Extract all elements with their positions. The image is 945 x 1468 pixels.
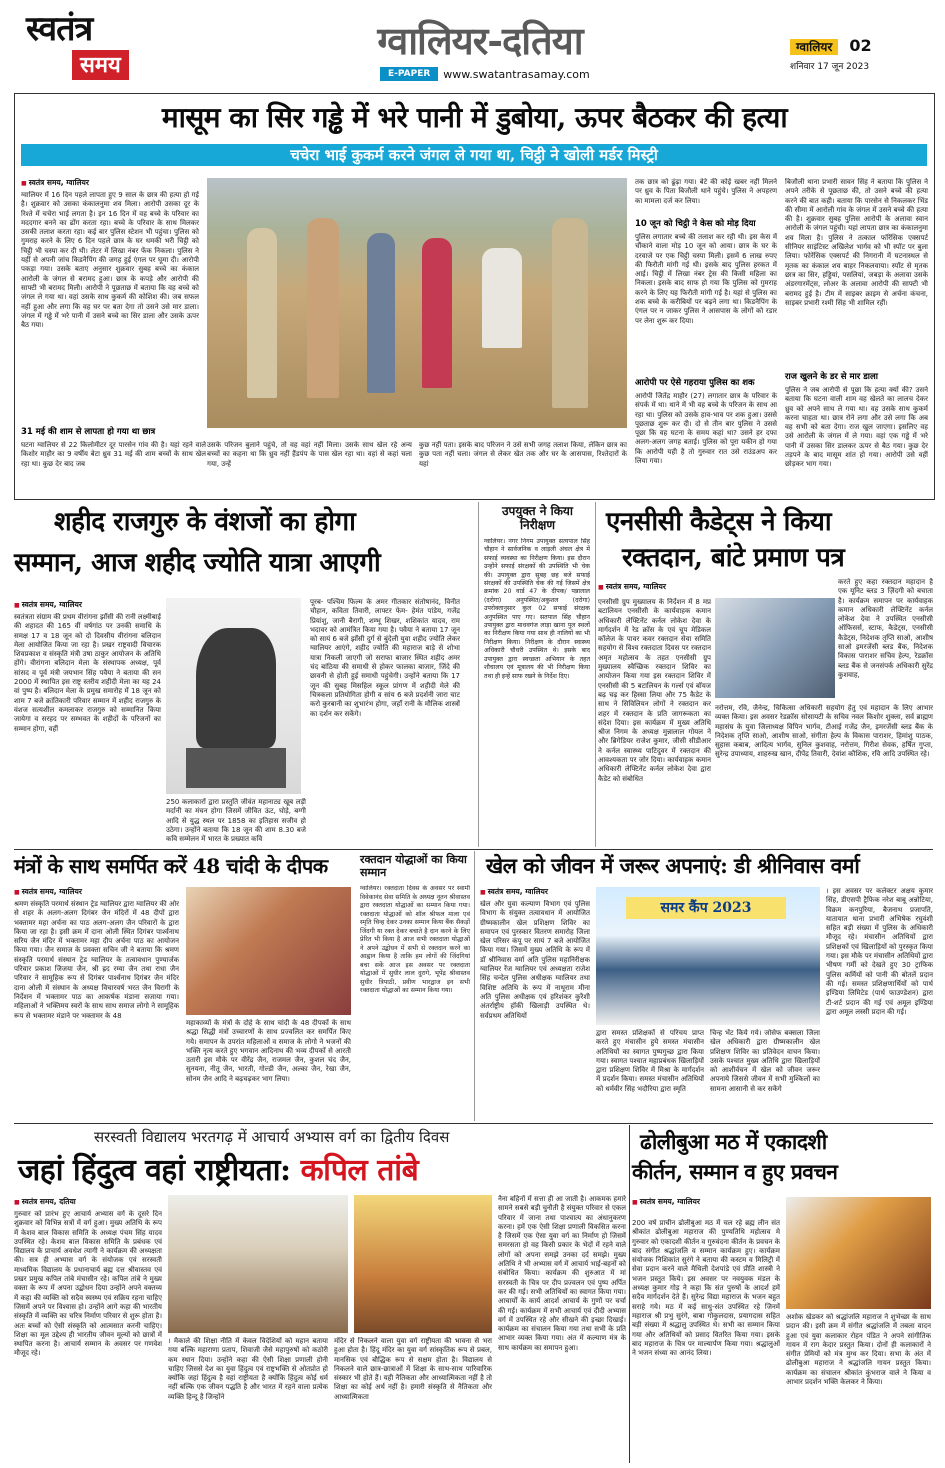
photo-figure	[482, 248, 522, 348]
ncc-col3: नरोत्तम, रवि, जैनेन्द्र, चिकित्सा अधिकारी सहयोग हेतु एवं महादान के लिए आभार व्यक्त किया। इस अवसर रेडक्रॉस सोसायटी के सचिव नवल किशोर शुक्ला, सर्व ब्राह्मण महासंघ के युवा जिलाध्यक्ष विपिन भार्गव, टीआई गजेंद्र जैन, इमरजेंसी ब्लड बैंक के निदेशक तृप्ति साओ, आशीष साओ, संगीता हेल्प के विकास पाराशर, हिमांशु पाठक, सुहास कबाब, आदित्य भार्गव, सुनिल कुशवाह, नरोत्तम, गिरीश सेवक, हर्षित गुप्ता, सुरेन्द्र उपाध्याय, शाहरुख खान, दीपेंद्र तिवारी, देवांश कौशिक, रवि आदि उपस्थित रहे।	[715, 704, 933, 759]
mantra-byline: ■ स्वतंत्र समय, ग्वालियर	[14, 887, 82, 897]
saraswati-headline-black: जहां हिंदुत्व वहां राष्ट्रीयता:	[18, 1153, 291, 1188]
page-number: 02	[849, 36, 872, 55]
saraswati-col1: गुरुवार को प्रारंभ हुए आचार्य अभ्यास वर्ग के दूसरे दिन शुक्रवार को विभिन्न सत्रों में वर्ग हुआ। मुख्य अतिथि के रूप में केशव बाल विकास समिति के अध्यक्ष पंचम सिंह यादव उपस्थित रहे। केशव बाल विकास समिति के प्रबंधक एवं विद्यालय के प्राचार्य अवधेश त्यागी ने कार्यक्रम की अध्यक्षता की। सत्र ही अभ्यास वर्ग के संयोजक एवं सरस्वती माध्यमिक विद्यालय के प्रधानाचार्य ब्रह्म दत्त श्रीवास्तव एवं प्रखर प्रमुख कपिल तांबे मंचासीन रहे। कपिल तांबे ने मुख्य वक्ता के रूप में अपना उद्बोधन दिया उन्होंने अपने वक्तव्य में कहा की व्यक्ति को सदैव स्वस्थ्य एवं सक्रिय रहना चाहिए जिसमें अपने पर विश्वास हो। उन्होंने आगे कहा की भारतीय संस्कृति में व्यक्ति का चरित्र निर्माण परिवार से शुरू होता है। अतः बच्चों को ऐसी संस्कृति को आत्मसात करनी चाहिए। शिक्षा का मूल उद्देश्य ही भारतीय जीवन मूल्यों को छात्रों में स्थापित करना है। आचार्य सम्मान के अवसर पर गणवेश मौजूद रहे।	[14, 1210, 162, 1358]
raktdata-headline: रक्तदान योद्धाओं का किया सम्मान	[360, 853, 467, 879]
ncc-col2: करते हुए कहा रक्तदान महादान है एक यूनिट ब्लड 3 ज़िंदगी को बचाता है। कार्यक्रम समापन पर कार्यवाहक कमान अधिकारी लेफ्टिनेंट कर्नल लोकेश देवा ने उपस्थित एनसीसी ऑफिसर्स, स्टाफ, कैडेट्स, एनसीसी कैडेट्स, निदेशक तृप्ति साओ, आशीष साओ इमरजेंसी ब्लड बैंक, निदेशक विकास पाराशर सचिव हेल्प, रेडक्रॉस ब्लड बैंक से जनसंपर्क अधिकारी सुरेंद्र कुशवाह,	[838, 578, 933, 679]
rajguru-byline: ■ स्वतंत्र समय, ग्वालियर	[14, 600, 82, 610]
rajguru-headline-1: शहीद राजगुरु के वंशजों का होगा	[54, 507, 356, 537]
saraswati-col4: नैना बहिनों में सत्ता ही आ जाती है। आकमक हमारे सामने सबसे बड़ी चुनौती है संयुक्त परिवार से एकल परिवार में जाना तथा पाश्चात्य का अंधानुकरण करना। हमें एक ऐसी शिक्षा प्रणाली विकसित करना है जिसमें एक ऐसा युवा वर्ग का निर्माण हो जिसमें समरसता हो वह किसी प्रकार के भेदों में रहने वाले लोगों को अपना समझे उनका दर्द समझे। मुख्य अतिथि ने भी अभ्यास वर्ग में आचार्य भाई-बहनों को संबोधित किया। कार्यक्रम की शुरुआत में मां सरस्वती के चित्र पर दीप प्रज्वलन एवं पुष्प अर्पित कर की गई। सभी अतिथियों का स्वागत किया गया। आचार्यों के कार्य आदर्श आचार्य के गुणों पर चर्चा की गई। कार्यक्रम में सभी आचार्य एवं दीदी अभ्यास वर्ग में उपस्थित रहे और सीखने की इच्छा दिखाई। कार्यक्रम का संचालन किया गया तथा सभी के प्रति आभार व्यक्त किया गया। अंत में कल्याण मंत्र के साथ कार्यक्रम का समापन हुआ।	[498, 1195, 626, 1352]
photo-figure	[552, 218, 588, 408]
mantra-story	[14, 851, 354, 1121]
lead-headline: मासूम का सिर गड्ढे में भरे पानी में डुबोया, ऊपर बैठकर की हत्या	[161, 101, 788, 134]
saraswati-photo-2	[354, 1195, 492, 1333]
lead-byline: ■ स्वतंत्र समय, ग्वालियर	[21, 178, 89, 188]
dholibua-col1: 200 वर्ष प्राचीन ढोलीबुआ मठ में चल रहे ब्रह्म लीन संत श्रीकांत ढोलीबुआ महाराज की पुण्यतिथि महोत्सव मे गुरुवार को एकादशी कीर्तन व गुरुवंदना कीर्तन के प्रवचन के बाद संगीत श्रद्धांजलि व सम्मान कार्यक्रम हुए। कार्यक्रम संयोजक निशिकांत सुरंगे ने बताया की कस्टम व मिलिट्री में सेवा प्रदान करने वाले मैथिली देशपांडे एवं प्रीति शास्त्री ने भजन प्रस्तुत किये। इस अवसर पर नवयुवक मंडल के अध्यक्ष कुमार गोड़ ने कहा कि संत पुरुषों के आदर्श हमें सदैव मार्गदर्शन देते हैं। सुरेन्द्र विद्या महाराज के भजन बहुत सराहे गये। मठ में कई साधु-संत उपस्थित रहे जिनमें महाराज श्री प्रभु सुरंगे, बाबा गोकुलदास, प्रयागदास सहित बड़ी संख्या में श्रद्धालु उपस्थित थे। सभी का सम्मान किया गया और अतिथियों को प्रसाद वितरित किया गया। इसके बाद महाराज के चित्र पर माल्यार्पण किया गया। श्रद्धालुओं ने भजन संध्या का आनंद लिया।	[632, 1219, 780, 1358]
dholibua-photo	[786, 1197, 931, 1309]
page-info	[790, 36, 930, 72]
khel-headline: खेल को जीवन में जरूर अपनाएं: डी श्रीनिवास वर्मा	[486, 853, 860, 878]
ncc-headline-1: एनसीसी कैडेट्स ने किया	[606, 507, 832, 537]
khel-photo	[596, 887, 820, 1025]
lead-sub4: राज खुलने के डर से मार डाला	[785, 372, 878, 382]
ncc-byline: ■ स्वतंत्र समय, ग्वालियर	[598, 582, 666, 592]
saraswati-headline	[18, 1151, 418, 1191]
dholibua-byline: ■ स्वतंत्र समय, ग्वालियर	[632, 1197, 700, 1207]
lead-strap-text: चचेरा भाई कुकर्म करने जंगल ले गया था, चिट्ठी ने खोली मर्डर मिस्ट्री	[290, 146, 658, 164]
logo-bottom: समय	[72, 50, 129, 80]
dholibua-story	[632, 1125, 933, 1463]
saraswati-byline: ■ स्वतंत्र समय, दतिया	[14, 1197, 76, 1207]
photo-figure	[307, 218, 339, 398]
lead-col5: बिजौली थाना प्रभारी सावन सिंह ने बताया कि पुलिस ने अपने तरीके से पूछताछ की, तो उसने बच्चे की हत्या करने की बात कही। बताया कि पारसेन से निकलकर भिंड की सीमा में आरोली गांव के जंगल में उसने बच्चे की हत्या की है। शुक्रवार सुबह पुलिस आरोपी के अलावा स्वान आरोली के जंगल पहुंची। यहां लापता छात्र का कंकालनुमा शव मिला है। पुलिस ने तत्काल फॉरेंसिक एक्सपर्ट सीनियर साइंटिस्ट अखिलेश भार्गव को भी स्पॉट पर बुला लिया। फोरेंसिक एक्सपर्ट की निगरानी में घटनास्थल से मृतक का कंकाल शव बाहर निकलवाया। स्पॉट से मृतक छात्र का सिर, हड्डियां, पसलियां, जबड़ा के अलावा उसके अंडरगारमेंट्स, लोअर के अलावा आरोपी की साफ्टी भी बरामद हुई है। टीम में साइबर क्राइम से अर्चना कंचना, साइबर प्रभारी रश्मी सिंह भी शामिल रहीं।	[785, 178, 928, 307]
masthead	[0, 0, 945, 90]
rajguru-story	[14, 502, 474, 847]
lead-col3b: कुछ नहीं पता। इसके बाद परिजन ने उसे सभी जगह तलाश किया, लेकिन छात्र का कुछ पता नहीं चला। जंगल से लेकर खेत तक और घर के आसपास, रिश्तेदारों के यहां	[419, 441, 627, 468]
saraswati-story	[14, 1125, 626, 1463]
lead-col5b: पुलिस ने जब आरोपी से पूछा कि हत्या क्यों की? उसने बताया कि घटना वाली शाम वह खेलते का लालच देकर ध्रुव को अपने साथ ले गया था। वह उसके साथ कुकर्म करना चाहता था। छात्र रोने लगा और उसे लगा कि अब वह सभी को बता देगा। राज खुल जाएगा। इसलिए वह उसे आरोली के जंगल में ले गया। वहां एक गड्ढे में भरे पानी में उसका सिर डालकर ऊपर से बैठ गया। कुछ देर तड़पने के बाद मासूम शांत हो गया। आरोपी उसे वहीं छोड़कर भाग गया।	[785, 386, 928, 469]
khel-col4: । इस अवसर पर कलेक्टर अक्षय कुमार सिंह, डीएसपी ट्रैफिक नरेश बाबू अन्नोटिया, विक्रम कनपुरिया, बैजनाथ प्रजापति, यातायात थाना प्रभारी अभिषेक रघुवंशी सहित बड़ी संख्या में पुलिस के अधिकारी मौजूद रहे। मंचासीन अतिथियों द्वारा प्रशिक्षकों एवं खिलाड़ियों को पुरस्कृत किया गया। इस मौके पर मंचासीन अतिथियों द्वारा भीषण गर्मी को देखते हुए 30 ट्राफिक पुलिस कर्मियों को पानी की बोतलें प्रदान की गई। समस्त प्रशिक्षणार्थियों को पार्थ इण्डिया लिमिटेड (पार्थ फाउण्डेशन) द्वारा टी-शर्ट प्रदान की गई एवं अमूल इण्डिया द्वारा अमूल लस्सी प्रदान की गई।	[826, 887, 933, 1016]
camp-banner: समर कैंप 2023	[626, 897, 786, 919]
lead-sub1: 31 मई की शाम से लापता हो गया था छात्र	[21, 427, 156, 437]
saraswati-kicker: सरस्वती विद्यालय भरतगढ़ में आचार्य अभ्यास वर्ग का द्वितीय दिवस	[94, 1128, 450, 1146]
lead-col4: तक छात्र को ढूंढ़ा गया। बेटे की कोई खबर नहीं मिलने पर ध्रुव के पिता बिजौली थाने पहुंचे। पुलिस ने अपहरण का मामला दर्ज कर लिया।	[635, 178, 777, 205]
lead-col2b: उसके परिजन बुलाने पहुंचे, तो वह वहां नहीं मिला। उसके साथ खेल रहे अन्य बच्चों का कहना था कि ध्रुव नहीं हैंडपंप के पास खेल रहा था। वहां से कहां चला गया, उन्हें	[207, 441, 412, 468]
saraswati-col2: । मैकाले की शिक्षा नीति में केवल विदेशियों को महान बताया गया बल्कि महाराणा प्रताप, शिवाजी जैसे महापुरुषों को कठोरी कम स्थान दिया। उन्होंने कहा की ऐसी शिक्षा प्रणाली होनी चाहिए जिससे देश का युवा हिंदुत्व एवं राष्ट्रभक्ति से ओतप्रोत हो क्योंकि जहां हिंदुत्व है वहां राष्ट्रीयता है क्योंकि हिंदुत्व कोई धर्म नहीं बल्कि एक जीवन पद्धति है और भारत में रहने वाला प्रत्येक व्यक्ति हिन्दू है जिन्होंने	[168, 1337, 328, 1401]
saraswati-col3: मंदिर से निकलने वाला युवा वर्ग राष्ट्रीयता की भावना से भरा हुआ होता है। हिंदू मंदिर का युवा वर्ग सांस्कृतिक रूप से प्रबल, मानसिक एवं बौद्धिक रूप से सक्षम होता है। विद्यालय से निकलने वाले छात्र-छात्राओं में शिक्षा के साथ-साथ पारिवारिक संस्कार भी होते हैं। यही नैतिकता और आध्यात्मिकता नहीं है तो शिक्षा का कोई अर्थ नहीं है। हमारी संस्कृति से नैतिकता और आध्यात्मिकता	[334, 1337, 492, 1401]
upyogita-story	[478, 502, 596, 847]
lead-sub2: 10 जून को चिट्ठी ने केस को मोड़ दिया	[635, 219, 756, 229]
saraswati-photo-1	[168, 1195, 348, 1333]
website-link[interactable]: www.swatantrasamay.com	[443, 67, 590, 81]
mantra-headline: मंत्रों के साथ समर्पित करें 48 चांदी के दीपक	[14, 854, 328, 878]
raktdata-body: ग्वालियर। रक्तदाता दिवस के अवसर पर स्वामी विवेकानंद सेवा समिति के अध्यक्ष नूतन श्रीवास्तव द्वारा रक्तदाता योद्धाओं का सम्मान किया गया। रक्तदाता योद्धाओं को शॉल श्रीफल माला एवं स्मृति चिन्ह देकर उनका सम्मान किया बैंक सैकड़ों जिंदगी या रक्त देकर बचाते है दान करने के लिए प्रेरित भी किया है आज सभी रक्तदाता योद्धाओं ने अपने उद्बोधन में सभी से रक्तदान करने का आह्वान किया है ताकि हम लोगों की जिंदगियां बचा सकें आज इस अवसर पर रक्तदाता योद्धाओं में सुधीर लाल दुरागे, भूपेंद्र श्रीवास्तव सुधीर त्रिपाठी, प्रवीण भारद्वाज इन सभी रक्तदाता योद्धाओं का सम्मान किया गया।	[360, 885, 470, 994]
divider	[14, 849, 933, 850]
rajguru-col1: स्वतंत्रता संग्राम की प्रथम वीरांगना झाँसी की रानी लक्ष्मीबाई की शहादत की 165 वीं वर्षगांठ पर उनकी समाधि के समक्ष 17 व 18 जून को दो दिवसीय वीरांगना बलिदान मेला आयोजित किया जा रहा है। प्रखर राष्ट्रवादी विचारक शिवप्रकाश व संस्कृति मंत्री उषा ठाकुर आयोजन के अतिथि होंगे। वीरांगना बलिदान मेला के संस्थापक अध्यक्ष, पूर्व सांसद व पूर्व मंत्री जयभान सिंह पवैया ने बताया की सन 2000 में स्थापित इस राष्ट्र स्तरीय शहीदी मेला का यह 24 वां पुष्प है। बलिदान मेला के प्रमुख समारोह में 18 जून को शाम 7 बजे क्रांतिकारी परिवार सम्मान में शहीद राजगुरु के वंशज सत्यशील कमलाकर राजगुरु को सम्मानित किया जायेगा व सरहद पर सम्भवत के शहीदों के परिजनों का सम्मान होगा, वहीं	[14, 613, 161, 733]
ncc-photo	[715, 598, 835, 698]
photo-figure	[422, 238, 452, 388]
upyogita-headline: उपयुक्त ने किया निरीक्षण	[501, 504, 574, 532]
dholibua-headline-2: कीर्तन, सम्मान व हुए प्रवचन	[632, 1159, 838, 1184]
epaper-label: E-PAPER	[380, 67, 438, 81]
statue-shape	[196, 628, 276, 748]
statue-base	[186, 748, 286, 788]
rajguru-col2: पूरब- पश्चिम फिल्म के अमर गीतकार संतोषानंद, विनीत चौहान, कविता तिवारी, लाफ्टर फेम- हेमंत पांडेय, गजेंद्र प्रियांशु, जानी बैरागी, शम्भू शिखर, शशिकांत यादव, राम भदावर को आमंत्रित किया गया है। पवैया ने बताया 17 जून को सायं 6 बजे झाँसी दुर्ग से बुंदेली युवा शहीद ज्योति लेकर ग्वालियर आएंगे, शहीद ज्योति की महाराज बाड़े से शोभा यात्रा निकली जाएगी जो सराफा बाजार स्थित शहीद अमर चंद बांठिया की समाधी से होकर फालका बाजार, जिंदे की छावनी से होती हुई समाधी पहुंचेगी। उन्होंने बताया कि 17 जून की सुबह मिसहिल स्कूल प्रांगण में शहीदी मेले की चित्रकला प्रतियोगिता होगी व सांय 6 बजे प्रदर्शनी जारा चाट करो कुरबानी का शुभारंभ होगा, जहाँ रानी के मौलिक शास्त्रों का दर्शन कर सकेंगे।	[310, 598, 460, 718]
lead-photo	[207, 178, 627, 428]
lead-strap	[21, 144, 927, 166]
khel-story	[480, 851, 933, 1121]
lead-col4c: आरोपी जितेंद्र माहौर (27) लगातार छात्र के परिवार के संपर्क में था। थाने में भी वह बच्चे के परिजन के साथ आ रहा था। पुलिस को उसके हाव-भाव पर शक हुआ। उससे पूछताछ शुरू कर दी। दो से तीन बार पुलिस ने उससे पूछा कि वह घटना के समय कहां था? उसने हर दफा अलग-अलग जगह बताई। पुलिस को पूरा यकीन हो गया कि आरोपी यही है तो गुरुवार रात उसे राउंडअप कर लिया गया।	[635, 392, 777, 466]
ncc-col1: एनसीसी ग्रुप मुख्यालय के निर्देशन में 8 मप्र बटालियन एनसीसी के कार्यवाहक कमान अधिकारी लेफ्टिनेंट कर्नल लोकेश देवा के मार्गदर्शन में रेड क्रॉस के एवं चूप मेडिकल कॉलेज के पावर कवर रक्तदान सेवा समिति सहयोग से विश्व रक्तदाता दिवस पर रक्तदान अमृत महोत्सव के तहत एनसीसी ग्रुप मुख्यालय स्वैच्छिक रक्तदान शिविर का आयोजन किया गया इस रक्तदान शिविर में एनसीसी की 5 बटालियन के गर्ल्स एवं बॉयज बढ़ चढ़ कर हिस्सा लिया और 75 कैडेट के साथ ने सिविलियन लोगों ने रक्तदान कर शहर में रक्तदान के प्रति जागरूकता का संदेश दिया। इस कार्यक्रम में मुख्य अतिथि श्रीज निगम के अध्यक्ष मुन्नालाल गोयल ने और ब्रिगेडियर राजेश कुमार, जीसी सीडीआर ने कर्नल स्वास्थ्य पाटिदुवर में रक्तदान की आवश्यकता पर जोर दिया। कार्यवाहक कमान अधिकारी लेफ्टिनेंट कर्नल लोकेश देवा द्वारा कैडेट को संबोधित	[598, 598, 711, 783]
khel-col2: द्वारा समस्त प्रशिक्षकों से परिचय प्राप्त करते हुए मंचासीन हुये समस्त मंचासीन अतिथियों का स्वागत पुष्पगुच्छ द्वारा किया गया। स्वागत पश्चात महाप्रबंधक खिलाड़ियों द्वारा प्रशिक्षण शिविर में मिश्रा के मार्गदर्शन में प्रदर्शन किया। समस्त मंचासीन अतिथियों को धर्मवीर सिंह भदौरिया द्वारा स्मृति	[596, 1029, 704, 1093]
rajguru-headline-2: सम्मान, आज शहीद ज्योति यात्रा आएगी	[14, 548, 381, 578]
saraswati-headline-red: कपिल तांबे	[300, 1153, 419, 1188]
ncc-headline-2: रक्तदान, बांटे प्रमाण पत्र	[622, 543, 845, 573]
lead-sub3: आरोपी पर ऐसे गहराया पुलिस का शक	[635, 378, 755, 388]
dholibua-col2: अशोक खेडकर को श्रद्धांजलि महाराज ने शुभेच्छा के साथ प्रदान की। इसी क्रम में संगीत श्रद्धांजलि में तबला वादन हुआ एवं युवा कलाकार रोहन पंडित ने अपने सांगीतिक गायन में राग केदार प्रस्तुत किया। दोनों ही कलाकारों ने संगीत प्रेमियों को मंत्र मुग्ध कर दिया। सभा के अंत में ढोलीबुआ महाराज ने श्रद्धांजलि गायन प्रस्तुत किया। कार्यक्रम का संचालन श्रीकांत कुंभराज वाले ने किया व आभार प्रदर्शन भक्ति केलकर ने किया।	[786, 1313, 931, 1387]
date-line: शनिवार 17 जून 2023	[790, 62, 870, 72]
lead-col1b: घटना ग्वालियर से 22 किलोमीटर दूर पारसेन गांव की है। यहां रहने वाले किशोर माहौर का 9 वर्षीय बेटा ध्रुव 31 मई की शाम बच्चों के साथ खेल रहा था। कुछ देर बाद जब	[21, 441, 206, 468]
khel-byline: ■ स्वतंत्र समय, ग्वालियर	[480, 887, 548, 897]
photo-figure	[247, 228, 277, 398]
statue-photo	[166, 598, 301, 794]
lead-col4b: पुलिस लगातार बच्चे की तलाश कर रही थी। इस केस में चौंकाने वाला मोड़ 10 जून को आया। छात्र के घर के दरवाजे पर एक चिट्ठी चस्पा मिली। इसमें 6 लाख रुपए की फिरौती मांगी गई थी। इसके बाद पुलिस हरकत में आई। चिट्ठी में लिखा नंबर ट्रेस की किसी महिला का निकला। इसके बाद साफ हो गया कि पुलिस को गुमराह करने के लिए यह फिरौती मांगी गई है। यहां से पुलिस का शक बच्चे के करीबियों पर बढ़ने लगा था। किडनैपिंग के एंगल पर न जाकर पुलिस ने आसपास के लोगों को रडार पर लेना शुरू कर दिया।	[635, 233, 777, 325]
divider	[629, 1125, 630, 1463]
rajguru-caption: 250 कलाकारों द्वारा प्रस्तुति जीवंत महानाट्य खूब लड़ी मर्दानी का मंचन होगा जिसमें जीवित ऊंट, घोड़े, बग्गी आदि से युद्ध स्थल पर 1858 का इतिहास सजीव हो उठेगा। उन्होंने बताया कि 18 जून की शाम 8.30 बजे कवि सम्मेलन में भारत के प्रख्यात कवि	[166, 798, 306, 844]
photo-figure	[367, 233, 395, 393]
epaper-strip	[380, 66, 590, 82]
upyogita-body: ग्वालियर। नगर निगम उपायुक्त सत्यपाल सिंह चौहान ने सार्वजनिक व लाड़ली अंचल क्षेत्र में सफाई व्यवस्था का निरीक्षण किया। इस दौरान उन्होंने सफाई संरक्षकों की उपस्थिति भी चेक की। उपायुक्त द्वारा सुबह छह बजे सफाई संरक्षकों की उपस्थिति चेक की गई जिसमें क्षेत्र क्रमांक 20 वार्ड 47 के दीपक/ पन्नालाल (दरोगा) अनुपस्थित/अकुशल (दरोगा) उपरोक्तानुसार कुल 02 सफाई संरक्षक अनुपस्थित पाए गए। सतपाल सिंह चौहान उपायुक्त द्वारा माधवगंज लाड़ा खाना पुल स्थलों का निरीक्षण किया गया साथ ही नालियों का भी निरीक्षण किया। निरीक्षण के दौरान स्वास्थ्य अधिकारी चौधरी उपस्थित थे। इसके बाद उपायुक्त द्वारा स्वच्छता अभियान के तहत शौचालय एवं मूत्रालय की भी निरीक्षण किया तथा ही इन्हें साफ रखने के निर्देश दिए।	[484, 538, 590, 680]
lead-col1: ग्वालियर में 16 दिन पहले लापता हुए 9 साल के छात्र की हत्या हो गई है। शुक्रवार को उसका कंकालनुमा शव मिला। आरोपी उसका दूर के रिश्ते में चचेरा भाई लगता है। इन 16 दिन में वह बच्चे के परिवार का मददगार बनने का ढोंग करता रहा। बच्चे के परिवार के साथ मिलकर उसकी तलाश करता रहा। कई बार पुलिस स्टेशन भी पहुंचा। पुलिस को गुमराह करने के लिए 6 दिन पहले छात्र के घर धमकी भरी चिट्ठी को चिट्ठी भी चस्पा कर दी थी। लेटर में लिखा नंबर फेंक निकला। पुलिस ने यहीं से अपनी जांच किडनैपिंग की जगह हुई एंगल पर घूमा दी। आरोपी पकड़ा गया। उसके बताए अनुसार शुक्रवार सुबह बच्चे का कंकाल आरोली के जंगल से बरामद हुआ। छात्र के कपड़े और आरोपी की साफ्टी भी बरामद मिली। आरोपी ने पूछताछ में बताया कि वह बच्चे को जंगल ले गया था। वहां उसके साथ कुकर्म की कोशिश की। जब सफल नहीं हुआ और लगा कि वह घर पर बता देगा तो उसने उसे मार डाला। जंगल में गड्ढे में भरे पानी में उसने बच्चे का सिर डाला और उसके ऊपर बैठ गया।	[21, 191, 199, 330]
city-label: ग्वालियर	[790, 39, 838, 55]
edition-title: ग्वालियर-दतिया	[377, 18, 583, 63]
raktdata-story	[358, 851, 475, 1121]
dholibua-headline-1: ढोलीबुआ मठ में एकादशी	[640, 1129, 827, 1154]
khel-col3: चिन्ह भेंट किये गये। जोसेफ बक्सला जिला खेल अधिकारी द्वारा ग्रीष्मकालीन खेल प्रशिक्षण शिविर का प्रतिवेदन वाचन किया। उसके पश्चात मुख्य अतिथि द्वारा खिलाड़ियों को आशीर्वचन में खेल को जीवन जरूर अपनाये जिससे जीवन में सभी मुश्किलों का सामना आसानी से कर सकेंगे	[710, 1029, 820, 1093]
divider	[14, 1123, 933, 1124]
mantra-col1: श्रमण संस्कृति परमार्थ संस्थान ट्रेड ग्वालियर द्वारा ग्वालियर की ओर से शहर के अलग-अलग दिगंबर जैन मंदिरों में 48 दीपों द्वारा भक्तामर महा अर्चना का पाठ अलग-अलग जैन परिवारों के द्वारा किया जा रहा है। इसी क्रम में दाना ओली स्थित दिगंबर पार्श्वनाथ सरिय जैन मंदिर में भक्तामर महा दीप अर्चना पाठ का आयोजन किया गया। जैन समाज के प्रवक्ता सचिन जी ने बताया कि श्रमण संस्कृति परमार्थ संस्थान ट्रेड ग्वालियर के तत्वावधान पुण्यार्जक परिवार प्रकाश जिजया जैन, श्री ह्रद रम्या जैन तथा राधा जैन परिवार ने सामूहिक रूप से दिगंबर पार्श्वनाथ दिगंबर जैन मंदिर दाना ओली में संस्थान के अध्यक्ष विचारवर्ष भरत जैन विरागी के निर्देशन में भक्तामर पाठ का आकर्षक मंडाना सजाया गया। महिलाओं ने भक्तिमय स्वरों के साथ साथ समाज लोगो ने सामूहिक रूप से भक्तामर मंडाने पर भक्तामर के 48	[14, 900, 179, 1020]
ncc-story	[598, 502, 933, 847]
mantra-photo	[186, 887, 351, 1015]
logo[interactable]	[26, 10, 156, 88]
khel-col1: खेल और युवा कल्याण विभाग एवं पुलिस विभाग के संयुक्त तत्वावधान में आयोजित ग्रीष्मकालीन खेल प्रशिक्षण शिविर का समापन एवं पुरस्कार वितरण समारोह जिला खेल परिसर कंपू पर सायं 7 बजे आयोजित किया गया। जिसमें मुख्य अतिथि के रूप में डॉ श्रीनिवास वर्मा अति पुलिस महानिरीक्षक ग्वालियर रेंज ग्वालियर एवं अध्यक्षता राजेश सिंह चन्देल पुलिस अधीक्षक ग्वालियर तथा विशिष्ट अतिथि के रूप में नाथूराम मीना अति पुलिस अधीक्षक एवं हरिशंकर कुरैशी अंतर्राष्ट्रीय हॉकी खिलाड़ी उपस्थित थे। सर्वप्रथम अतिथियों	[480, 900, 590, 1020]
mantra-col2: महाकाव्यों के मंत्रों के दोहे के साथ चांदी के 48 दीपकों के साथ श्रद्धा सिद्धी मंत्रों उच्चारणों के साथ प्रज्वलित कर समर्पित किए गये। समापन के उपरांत महिलाओं व समाज के लोगो ने भजनों की भक्ति नृत्य करते हुए भगवान आदिनाथ की भव्य दीपकों से आरती उतारी इस मौके पर वीरेंद्र जैन, राजमल जैन, कुशल चंद जैन, सुनयना, नीतू जैन, भारती, गोल्डी जैन, अल्का जैन, रेखा जैन, सोनम जैन आदि ने बढ़चढ़कर भाग लिया।	[186, 1019, 351, 1083]
lead-story	[14, 93, 935, 500]
logo-top: स्वतंत्र	[26, 9, 93, 49]
